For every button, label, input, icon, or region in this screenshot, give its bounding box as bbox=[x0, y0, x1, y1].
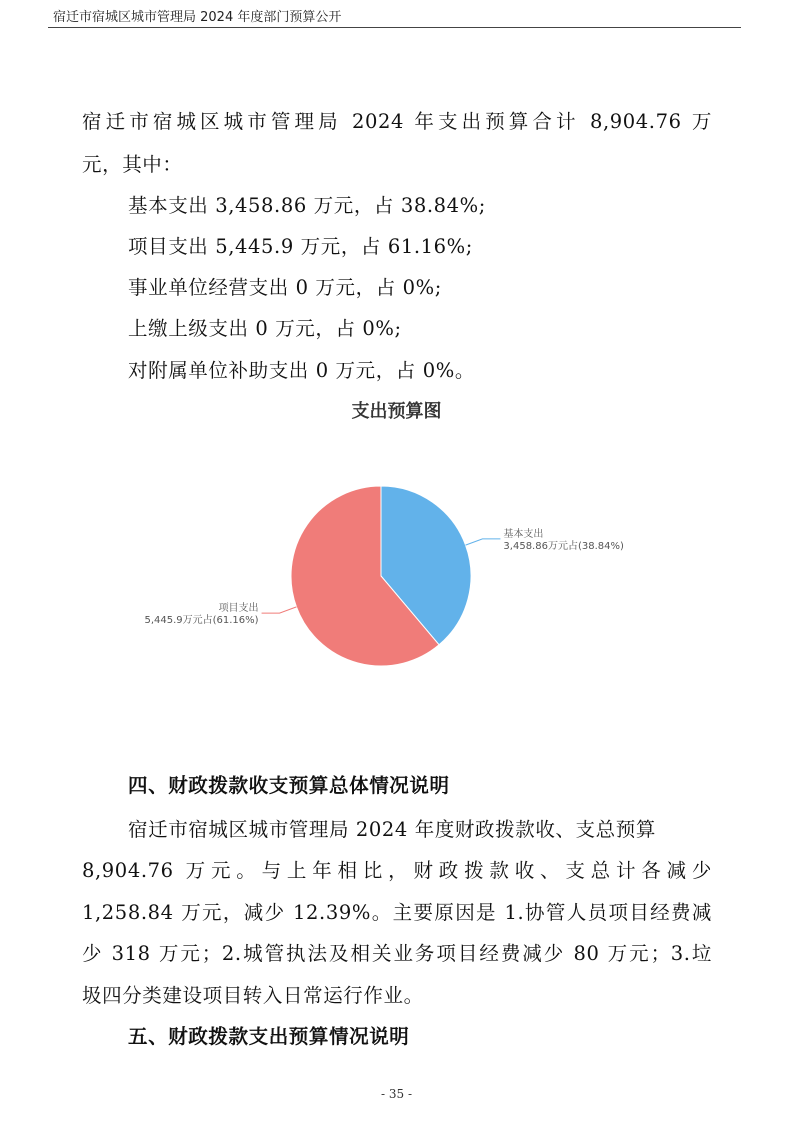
intro-line-1: 宿迁市宿城区城市管理局 2024 年支出预算合计 8,904.76 万 bbox=[82, 110, 712, 133]
intro-item-subsidy: 对附属单位补助支出 0 万元，占 0%。 bbox=[128, 359, 475, 382]
section4-line-2: 8,904.76 万元。与上年相比，财政拨款收、支总计各减少 bbox=[82, 859, 712, 882]
intro-item-business: 事业单位经营支出 0 万元，占 0%; bbox=[128, 276, 442, 299]
slice-value-label-project: 5,445.9万元占(61.16%) bbox=[144, 615, 259, 627]
leader-line-project bbox=[262, 607, 297, 613]
intro-item-remit: 上缴上级支出 0 万元，占 0%; bbox=[128, 317, 402, 340]
intro-item-project: 项目支出 5,445.9 万元，占 61.16%; bbox=[128, 235, 473, 258]
page-header: 宿迁市宿城区城市管理局 2024 年度部门预算公开 bbox=[53, 10, 342, 25]
section4-line-4: 少 318 万元；2.城管执法及相关业务项目经费减少 80 万元；3.垃 bbox=[82, 942, 712, 965]
leader-line-basic bbox=[466, 539, 501, 545]
slice-value-label-basic: 3,458.86万元占(38.84%) bbox=[503, 540, 624, 552]
section4-line-5: 圾四分类建设项目转入日常运行作业。 bbox=[82, 984, 424, 1007]
page-number: - 35 - bbox=[380, 1087, 412, 1101]
slice-label-basic: 基本支出 bbox=[503, 528, 544, 540]
slice-label-project: 项目支出 bbox=[218, 603, 259, 615]
intro-line-2: 元，其中： bbox=[82, 153, 183, 176]
chart-title: 支出预算图 bbox=[351, 401, 442, 422]
section4-line-3: 1,258.84 万元，减少 12.39%。主要原因是 1.协管人员项目经费减 bbox=[82, 901, 712, 924]
section4-heading: 四、财政拨款收支预算总体情况说明 bbox=[128, 774, 450, 797]
section5-heading: 五、财政拨款支出预算情况说明 bbox=[128, 1025, 410, 1048]
section4-line-1: 宿迁市宿城区城市管理局 2024 年度财政拨款收、支总预算 bbox=[128, 818, 656, 841]
intro-item-basic: 基本支出 3,458.86 万元，占 38.84%; bbox=[128, 194, 486, 217]
